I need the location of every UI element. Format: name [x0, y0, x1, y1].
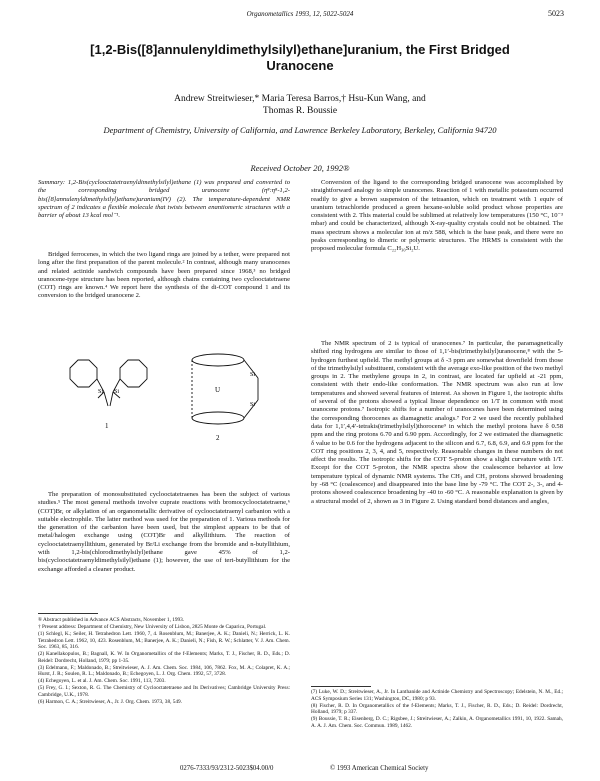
footnote-rule-right — [311, 686, 371, 687]
paragraph-conversion: Conversion of the ligand to the corresponding bridged uranocene was accomplished by straightforward analogy to simple uranocenes. Reaction of 1 with metallic potassium occurred readily to give a brown suspension of the tetraanion, which on treatment with 1 equiv of uranium tetrachloride produced a green hexane-soluble solid product whose properties are consistent with 2. This material could be sublimed at relatively low temperatures (150 °C, 10⁻³ mbar) and could be characterized, although X-ray-quality crystals could not be obtained. The mass spectrum shows a molecular ion at m/z 588, which is the base peak, and there were no peaks corresponding to dimeric or polymeric structures. The HRMS is consistent with the proposed molecular formula C₂₂H₃₀Si₂U. — [311, 179, 563, 253]
footnote: (4) Echegoyen, L. et al. J. Am. Chem. Soc. 1991, 113, 7203. — [38, 678, 166, 685]
paragraph-nmr: The NMR spectrum of 2 is typical of uranocenes.⁷ In particular, the paramagnetically shifted ring hydrogens are similar to those of 1,1′-bis(trimethylsilyl)uranocene,⁸ with the 5-hydrogen furthest upfield. The methyl groups at δ -3 ppm are somewhat downfield from those of the trimethylsilyl substituent, consistent with the average exo-like position of the two methyl groups in 2. The methylene groups in 2, in contrast, are located far upfield at -21 ppm, consistent with their endo-like conformation. The NMR spectrum was also run at low temperatures and showed several features of interest. As shown in Figure 1, the isotropic shifts of several of the protons showed a typical linear dependence on 1/T in common with most uranocene protons.⁷ Isotropic shifts for a number of uranocenes have been determined using the corresponding thorocenes as diamagnetic analogs.⁷ For 2 we used the recently published data for 1,1′,4,4′-tetrakis(trimethylsilyl)thorocene⁹ in which the methyl protons have δ 0.58 ppm and the ring protons 6.70 and 6.90 ppm. Accordingly, for 2 we estimated the diamagnetic δ value to be 0.6 for the hydrogens adjacent to the silicon and 6.7, 6.8, 6.9, and 6.9 ppm for the COT ring positions 2, 3, 4, and 5, respectively. Reasonable changes in these numbers do not affect the results. The isotropic shifts for the COT 5-proton show a slight curvature with 1/T. Except for the COT 5-proton, the NMR spectra show the coalescence behavior at low temperature typical of dynamic NMR systems. The CH₃ and CH₂ protons showed broadening by -68 °C (coalescence) and disappeared into the base line by -79 °C. The COT 2-, 3-, and 4-protons showed coalescence broadening by -40 to -60 °C. A reasonable explanation is given by a structural model of 2, shown as 3 in Figure 2. Using standard bond distances and angles, — [311, 340, 563, 505]
author-list — [60, 93, 540, 117]
si-label-3: Si — [250, 372, 256, 378]
structure-2-drawing — [192, 354, 258, 424]
footnote: ® Abstract published in Advance ACS Abstracts, November 1, 1993. — [38, 617, 185, 623]
received-date: Received October 20, 1992® — [250, 163, 350, 173]
si-label-1: Si — [98, 389, 104, 395]
footnote: (1) Schlegl, K.; Seiler, H. Tetrahedron Lett. 1960, 7, 4. Rosenblum, M.; Banerjee, A. K.; Danieli, N.; Herrick, L. K. Tetrahedron Lett. 1962, 10, 423. Rosenblum, M.; Banerjee, A. K.; Danieli, N.; Fish, R. W.; Schlatter, V. J. Am. Chem. Soc. 1963, 85, 316. — [38, 630, 290, 651]
copyright: © 1993 American Chemical Society — [330, 765, 429, 772]
compound-1-label: 1 — [105, 422, 109, 430]
authors-line-2: Thomas R. Boussie — [262, 106, 338, 116]
footnote: (8) Fischer, R. D. In Organometallics of the f-Elements; Marks, T. J., Fischer, R. D., Eds.; D. Reidel: Dordrecht, Holland, 1979; p 337. — [311, 702, 563, 716]
footnote: (7) Luke, W. D.; Streitwieser, A., Jr. In Lanthanide and Actinide Chemistry and Spectroscopy; Edelstein, N. M., Ed.; ACS Symposium Series 131; Washington, DC, 1980; p 93. — [311, 689, 563, 702]
footnotes-right — [311, 689, 563, 730]
footnote: (9) Boussie, T. R.; Eisenberg, D. C.; Rigsbee, J.; Streitwieser, A.; Zalkin, A. Organometallics 1991, 10, 1922. Samah, A. A. J. Am. Chem. Soc. Commun. 1989, 1462. — [311, 716, 563, 729]
si-label-4: Si — [250, 402, 256, 408]
authors-line-1: Andrew Streitwieser,* Maria Teresa Barros,† Hsu-Kun Wang, and — [174, 94, 426, 104]
footnote-rule-left — [38, 613, 98, 614]
structure-figure — [60, 340, 280, 480]
article-title: [1,2-Bis([8]annulenyldimethylsilyl)ethane]uranium, the First Bridged Uranocene — [90, 42, 510, 73]
intro-paragraph — [38, 251, 290, 301]
paragraph-preparation: The preparation of monosubstituted cyclooctatetraenes has been the subject of various studies.⁵ The most general methods involve cuprate reactions with bromocyclooctatetraene,⁶ (COT)Br, or alkylation of an organometallic derivative of cyclooctatetraenyl carbanion with a suitable electrophile. The latter method was used for the preparation of 1. Various methods for the generation of the carbanion have been used, but the simplest appears to be that of metal/halogen exchange using (COT)Br and alkyllithium. The reaction of cyclooctatetraenyllithium, generated by Br/Li exchange from the bromide and n-butyllithium, with 1,2-bis(chlorodimethylsilyl)ethane gave 45% of 1,2-bis(cyclooctatetraenyldimethylsilyl)ethane (1); however, the use of tert-butyllithium for the exchange afforded a cleaner product. — [38, 491, 290, 573]
paragraph-bridged-ferrocenes: Bridged ferrocenes, in which the two ligand rings are joined by a tether, were prepared not long after the first preparation of the parent molecule.² In contrast, although many uranocenes and related actinide sandwich compounds have been prepared since 1968,³ no bridged uranocene-type structure has been reported, although chains containing two cyclooctatetraene (COT) rings are known.⁴ We report here the synthesis of the di-COT compound 1 and its conversion to the bridged uranocene 2. — [38, 251, 290, 300]
running-header — [0, 8, 600, 22]
synthesis-paragraph — [38, 491, 290, 574]
footnotes-left — [38, 617, 290, 706]
page-number: 5023 — [548, 9, 564, 18]
structure-1-drawing — [70, 360, 147, 406]
conversion-paragraph — [311, 179, 563, 254]
footnote: (3) Edelmann, F.; Maldonado, B.; Streitwieser, A. J. Am. Chem. Soc. 1984, 106, 7862. Fox, M. A.; Colapret, K. A.; Hurst, J. R.; Soulen, R. L.; Maldonado, B.; Echegoyen, L. J. Org. Chem. 1992, 57, 3728. — [38, 664, 290, 678]
chemical-structures — [60, 340, 280, 480]
uranium-label: U — [215, 386, 221, 394]
footnote: (5) Frey, G. I.; Sexton, R. G. The Chemistry of Cyclooctatetraene and Its Derivatives; Cambridge University Press: Cambridge, U.K., 1978. — [38, 685, 290, 698]
nmr-paragraph — [311, 340, 563, 506]
affiliation: Department of Chemistry, University of California, and Lawrence Berkeley Laboratory, Berkeley, California 94720 — [103, 125, 497, 135]
si-label-2: Si — [114, 389, 120, 395]
compound-2-label: 2 — [216, 434, 220, 442]
footnote: (2) Kanellakopulos, B.; Bagnall, K. W. In Organometallics of the f-Elements; Marks, T. J., Fischer, R. D., Eds.; D. Reidel: Dordrecht, Holland, 1979; pp 1-35. — [38, 651, 290, 664]
footnote: (6) Harmon, C. A.; Streitwieser, A., Jr. J. Org. Chem. 1973, 38, 549. — [38, 698, 183, 705]
article-code: 0276-7333/93/2312-5023$04.00/0 — [180, 765, 274, 772]
footnote: † Present address: Department of Chemistry, New University of Lisbon, 2825 Monte de Caparica, Portugal. — [38, 623, 267, 630]
journal-citation: Organometallics 1993, 12, 5022-5024 — [246, 10, 354, 18]
summary-paragraph: Summary: 1,2-Bis(cyclooctatetraenyldimethylsilyl)ethane (1) was prepared and converted to the corresponding bridged uranocene (η⁸:η⁸-1,2-bis([8]annulenyldimethylsilyl)ethane)uranium(IV) (2). The temperature-dependent NMR spectrum of 2 indicates a flexible molecule that twists between enantiomeric structures with a barrier of about 13 kcal mol⁻¹. — [38, 179, 290, 220]
